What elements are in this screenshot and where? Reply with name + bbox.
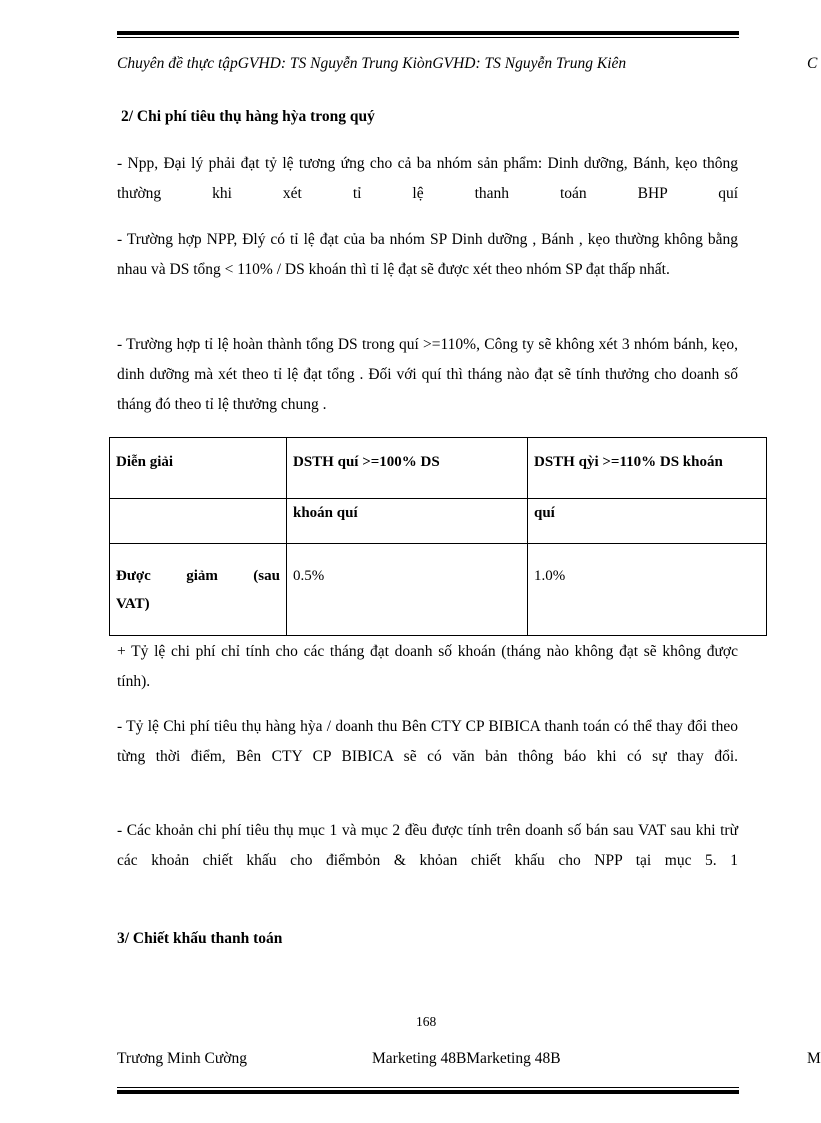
footer-author: Trương Minh Cường (117, 1050, 247, 1067)
footer-rule (117, 1087, 739, 1094)
table-header-100-cont: khoán quí (287, 499, 528, 544)
table-cell-empty (110, 499, 287, 544)
table-header-110-cont: quí (528, 499, 767, 544)
paragraph-rate-change: - Tỷ lệ Chi phí tiêu thụ hàng hỳa / doanh thu Bên CTY CP BIBICA thanh toán có thể thay đổi theo từng thời điểm, Bên CTY CP BIBICA sẽ có văn bản thông báo khi có sự thay đổi. (117, 718, 738, 765)
table-header-description: Diễn giải (110, 438, 287, 499)
table-cell-value-100: 0.5% (287, 544, 528, 636)
footer-class: Marketing 48BMarketing 48B (372, 1050, 561, 1067)
paragraph-cost-basis: - Các khoản chi phí tiêu thụ mục 1 và mục 2 đều được tính trên doanh số bán sau VAT sau khi trừ các khoản chiết khấu cho điểmbỏn & khỏan chiết khấu cho NPP tại mục 5. 1 (117, 822, 738, 869)
section-3-heading: 3/ Chiết khấu thanh toán (117, 930, 283, 947)
table-header-110: DSTH qỳi >=110% DS khoán (528, 438, 767, 499)
table-row-label: Được giảm (sau VAT) (110, 544, 287, 636)
paragraph-monthly-ratio: + Tỷ lệ chi phí chỉ tính cho các tháng đạt doanh số khoán (tháng nào không đạt sẽ không được tính). (117, 643, 738, 690)
section-2-heading: 2/ Chi phí tiêu thụ hàng hỳa trong quý (121, 108, 375, 125)
table-header-row-cont (110, 499, 767, 544)
page-number: 168 (416, 1014, 437, 1029)
paragraph-unequal-ratio: - Trường hợp NPP, Đlý có tỉ lệ đạt của ba nhóm SP Dinh dưỡng , Bánh , kẹo thường không bằng nhau và DS tổng < 110% / DS khoán thì tỉ lệ đạt sẽ được xét theo nhóm SP đạt thấp nhất. (117, 231, 738, 278)
running-header-overflow: C (807, 55, 818, 72)
table-row (110, 544, 767, 636)
table-header-100: DSTH quí >=100% DS (287, 438, 528, 499)
header-rule (117, 31, 739, 38)
paragraph-npp-ratio: - Npp, Đại lý phải đạt tỷ lệ tương ứng cho cả ba nhóm sản phẩm: Dinh dưỡng, Bánh, kẹo thông thường khi xét tỉ lệ thanh toán BHP quí (117, 155, 738, 202)
table-cell-value-110: 1.0% (528, 544, 767, 636)
running-header: Chuyên đề thực tậpGVHD: TS Nguyễn Trung KiònGVHD: TS Nguyễn Trung Kiên (117, 55, 627, 72)
discount-table (109, 437, 767, 636)
table-header-row (110, 438, 767, 499)
paragraph-total-ratio: - Trường hợp tỉ lệ hoàn thành tổng DS trong quí >=110%, Công ty sẽ không xét 3 nhóm bánh, kẹo, dinh dưỡng mà xét theo tỉ lệ đạt tổng . Đối với quí thì tháng nào đạt sẽ tính thưởng cho doanh số tháng đó theo tỉ lệ thưởng chung . (117, 336, 738, 413)
footer-overflow: M (807, 1050, 821, 1067)
